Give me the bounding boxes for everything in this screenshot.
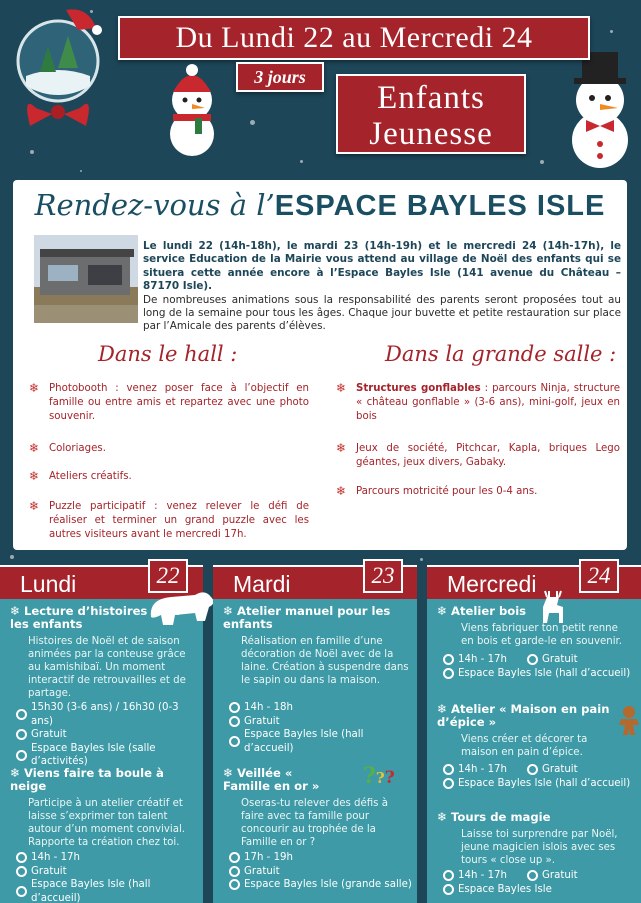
price-row: Gratuit	[527, 869, 578, 883]
snowflake-icon: ❄	[29, 469, 40, 483]
activity-description: Viens créer et décorer ta maison en pain d’épice.	[461, 734, 588, 758]
activity-meta	[443, 653, 639, 680]
panel-title-script: Rendez-vous à l’	[34, 188, 275, 222]
audience-banner	[336, 74, 526, 154]
price-row: Gratuit	[16, 728, 202, 742]
activity-title: ❄ Lecture d’histoires pour les enfants	[10, 604, 182, 631]
snowflake	[610, 30, 613, 33]
price-row: Gratuit	[527, 763, 578, 777]
clock-icon	[443, 654, 454, 665]
hall-item: ❄ Photobooth : venez poser face à l’objectif en famille ou entre amis et repartez avec une photo souvenir.	[29, 381, 309, 422]
day-number: 23	[363, 559, 403, 593]
snowflake-icon: ❄	[437, 810, 448, 824]
snowflake	[250, 120, 255, 125]
salle-item: ❄ Parcours motricité pour les 0-4 ans.	[336, 484, 538, 498]
activity-block	[437, 811, 633, 867]
clock-icon	[443, 764, 454, 775]
activity-description: Laisse toi surprendre par Noël, jeune magicien islois avec ses tours « close up ».	[461, 829, 618, 866]
snowflake	[420, 558, 423, 561]
location-pin-icon	[443, 884, 454, 895]
time-row: 14h - 17h	[443, 763, 507, 777]
activity-block	[437, 605, 633, 648]
intro-paragraph-bold: Le lundi 22 (14h-18h), le mardi 23 (14h-19h) et le mercredi 24 (14h-17h), le service Education de la Mairie vous attend au village de Noël des enfants qui se situera cette année encore à l’Espace Bayles Isle (141 avenue du Château – 87170 Isle).	[143, 240, 621, 293]
snowflake-icon: ❄	[437, 604, 448, 618]
building-photo	[34, 235, 138, 323]
snowflake	[30, 150, 34, 154]
euro-icon	[527, 870, 538, 881]
price-row: Gratuit	[527, 653, 578, 667]
snowflake-icon: ❄	[223, 604, 234, 618]
activity-description: Histoires de Noël et de saison animées par la conteuse grâce au kamishibaï. Un moment interactif de retrouvailles et de partage.	[28, 636, 186, 699]
location-pin-icon	[229, 736, 240, 747]
day-column-lundi	[0, 565, 203, 903]
euro-icon	[229, 866, 240, 877]
clock-icon	[16, 709, 27, 720]
price-row: Gratuit	[16, 865, 202, 879]
euro-icon	[229, 716, 240, 727]
snowflake-icon: ❄	[10, 766, 21, 780]
snowflake	[10, 555, 14, 559]
day-title: Mardi	[213, 565, 417, 599]
place-row: Espace Bayles Isle (hall d’accueil)	[443, 667, 639, 681]
salle-title: Dans la grande salle :	[385, 342, 617, 366]
salle-item: ❄ Structures gonflables : parcours Ninja, structure « château gonflable » (3-6 ans), mini-golf, jeux en bois	[336, 381, 620, 422]
euro-icon	[16, 866, 27, 877]
date-banner: Du Lundi 22 au Mercredi 24	[118, 16, 590, 60]
snowman-icon	[155, 62, 230, 160]
activity-meta	[16, 851, 202, 903]
place-row: Espace Bayles Isle (hall d’accueil)	[229, 728, 415, 755]
activity-title: ❄ Atelier « Maison en pain d’épice »	[437, 702, 610, 729]
place-row: Espace Bayles Isle (salle d’activités)	[16, 742, 202, 769]
snowflake-icon: ❄	[29, 499, 40, 513]
day-column-mardi	[213, 565, 417, 903]
activity-meta	[229, 851, 415, 892]
activity-meta	[443, 763, 639, 790]
time-row: 14h - 17h	[16, 851, 202, 865]
activity-title: ❄ Atelier bois	[437, 604, 527, 618]
activity-meta	[229, 701, 415, 755]
activity-description: Participe à un atelier créatif et laisse s’exprimer ton talent autour d’un moment convivial. Rapporte ta création chez toi.	[28, 798, 186, 848]
time-row: 14h - 18h	[229, 701, 415, 715]
activity-description: Oseras-tu relever des défis à faire avec ta famille pour concourir au trophée de la Famille en or ?	[241, 798, 388, 848]
activity-title: ❄ Viens faire ta boule à neige	[10, 766, 164, 793]
activity-block	[437, 703, 617, 759]
place-row: Espace Bayles Isle (grande salle)	[229, 878, 415, 892]
activity-title: ❄ Atelier manuel pour les enfants	[223, 604, 391, 631]
location-pin-icon	[16, 750, 27, 761]
time-row: 14h - 17h	[443, 653, 507, 667]
day-number: 24	[579, 559, 619, 593]
clock-icon	[229, 852, 240, 863]
euro-icon	[16, 729, 27, 740]
snowflake	[80, 170, 82, 172]
activity-description: Viens fabriquer ton petit renne en bois et garde-le en souvenir.	[461, 623, 623, 647]
activity-description: Réalisation en famille d’une décoration de Noël avec de la laine. Création à suspendre dans le sapin ou dans la maison.	[241, 636, 409, 686]
activity-title: ❄ Veillée « Famille en or »	[223, 766, 320, 793]
hall-item: ❄ Coloriages.	[29, 441, 106, 455]
snowflake	[300, 160, 303, 163]
salle-item: ❄ Jeux de société, Pitchcar, Kapla, briques Lego géantes, jeux divers, Gabaky.	[336, 441, 620, 468]
clock-icon	[16, 852, 27, 863]
activity-meta	[443, 869, 639, 896]
activity-block	[10, 767, 196, 849]
time-row: 17h - 19h	[229, 851, 415, 865]
intro-text	[143, 240, 621, 334]
clock-icon	[443, 870, 454, 881]
time-row: 15h30 (3-6 ans) / 16h30 (0-3 ans)	[16, 701, 202, 728]
day-title: Lundi	[0, 565, 203, 599]
hall-item: ❄ Puzzle participatif : venez relever le défi de réaliser et terminer un grand puzzle avec les autres visiteurs avant le mercredi 17h.	[29, 499, 309, 540]
hall-item: ❄ Ateliers créatifs.	[29, 469, 132, 483]
activity-block	[10, 605, 196, 700]
day-title: Mercredi	[427, 565, 641, 599]
panel-title-caps: ESPACE BAYLES ISLE	[274, 190, 606, 222]
snowflake-icon: ❄	[336, 484, 347, 498]
snowflake-icon: ❄	[10, 604, 21, 618]
location-pin-icon	[229, 879, 240, 890]
price-row: Gratuit	[229, 865, 415, 879]
location-pin-icon	[443, 778, 454, 789]
day-number: 22	[148, 559, 188, 593]
snowflake-icon: ❄	[29, 381, 40, 395]
gingerbread-icon	[617, 705, 641, 735]
place-row: Espace Bayles Isle	[443, 883, 639, 897]
audience-line-2: Jeunesse	[369, 116, 493, 152]
intro-paragraph: De nombreuses animations sous la responsabilité des parents seront proposées tout au long de la semaine pour tous les âges. Chaque jour buvette et petite restauration sur place par l’Amicale des parents d’élèves.	[143, 293, 621, 333]
question-marks-icon: ???	[363, 763, 395, 789]
snow-globe-icon	[8, 6, 108, 136]
snowman-icon	[560, 46, 640, 170]
time-row: 14h - 17h	[443, 869, 507, 883]
snowflake-icon: ❄	[336, 441, 347, 455]
duration-badge: 3 jours	[236, 62, 324, 92]
activity-block	[223, 605, 413, 687]
euro-icon	[527, 764, 538, 775]
hall-title: Dans le hall :	[98, 342, 238, 366]
snowflake	[540, 160, 544, 164]
snowflake-icon: ❄	[29, 441, 40, 455]
place-row: Espace Bayles Isle (hall d’accueil)	[16, 878, 202, 903]
location-pin-icon	[16, 886, 27, 897]
panel-title	[13, 188, 627, 223]
location-pin-icon	[443, 668, 454, 679]
place-row: Espace Bayles Isle (hall d’accueil)	[443, 777, 639, 791]
day-column-mercredi	[427, 565, 641, 903]
euro-icon	[527, 654, 538, 665]
clock-icon	[229, 702, 240, 713]
snowflake-icon: ❄	[437, 702, 448, 716]
activity-title: ❄ Tours de magie	[437, 810, 551, 824]
activity-meta	[16, 701, 202, 769]
price-row: Gratuit	[229, 715, 415, 729]
info-panel	[13, 180, 627, 550]
snowflake-icon: ❄	[223, 766, 234, 780]
snowflake-icon: ❄	[336, 381, 347, 395]
audience-line-1: Enfants	[377, 80, 485, 116]
